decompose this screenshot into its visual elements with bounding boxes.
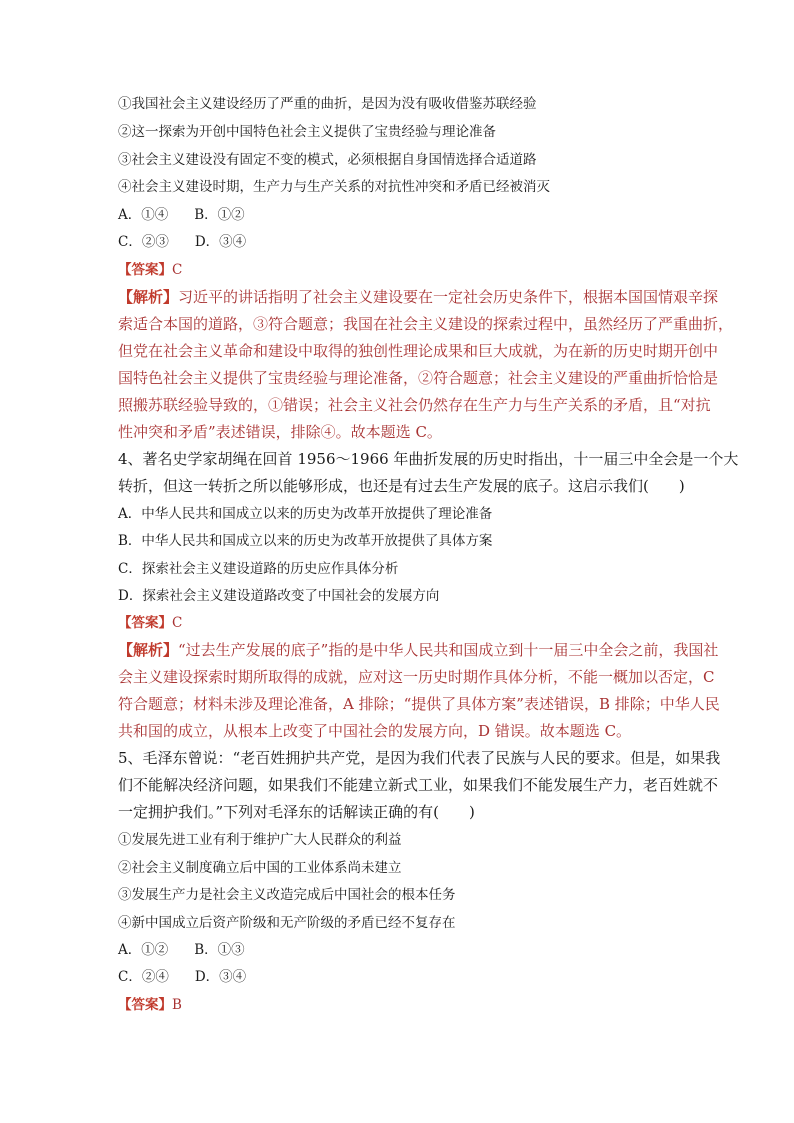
q4-analysis-line-3: 符合题意；材料未涉及理论准备，A 排除；“提供了具体方案”表述错误，B 排除；中华人民 xyxy=(118,695,720,713)
q5-answer-value: B xyxy=(172,997,182,1013)
q5-option-3: ③发展生产力是社会主义改造完成后中国社会的根本任务 xyxy=(118,887,456,903)
q3-analysis-text-1: 习近平的讲话指明了社会主义建设要在一定社会历史条件下，根据本国国情艰辛探 xyxy=(178,288,719,306)
q3-analysis-line-6: 性冲突和矛盾”表述错误，排除④。故本题选 C。 xyxy=(118,423,442,441)
q5-answer xyxy=(118,995,182,1015)
q3-choice-row-2 xyxy=(118,232,246,252)
q5-stem-line-3: 一定拥护我们。”下列对毛泽东的话解读正确的有( ) xyxy=(118,803,475,821)
q4-choice-d: D．探索社会主义建设道路改变了中国社会的发展方向 xyxy=(118,588,440,604)
q3-option-1: ①我国社会主义建设经历了严重的曲折，是因为没有吸收借鉴苏联经验 xyxy=(118,96,537,112)
q4-answer xyxy=(118,613,182,633)
q4-choice-c: C．探索社会主义建设道路的历史应作具体分析 xyxy=(118,561,399,577)
q5-choice-row-1 xyxy=(118,940,245,960)
q4-stem-line-2: 转折，但这一转折之所以能够形成，也还是有过去生产发展的底子。这启示我们( ) xyxy=(118,477,685,495)
q5-option-4: ④新中国成立后资产阶级和无产阶级的矛盾已经不复存在 xyxy=(118,915,456,931)
q4-answer-value: C xyxy=(172,615,183,631)
q3-analysis-line-1 xyxy=(118,287,718,307)
q5-stem-line-1: 5、毛泽东曾说：“老百姓拥护共产党，是因为我们代表了民族与人民的要求。但是，如果我 xyxy=(118,749,721,767)
q5-option-1: ①发展先进工业有利于维护广大人民群众的利益 xyxy=(118,832,402,848)
q3-option-4: ④社会主义建设时期，生产力与生产关系的对抗性冲突和矛盾已经被消灭 xyxy=(118,179,550,195)
q5-answer-tag: 【答案】 xyxy=(118,997,172,1013)
q5-choice-d: D．③④ xyxy=(194,969,247,985)
q4-analysis-tag: 【解析】 xyxy=(118,641,179,659)
q3-choice-b: B．①② xyxy=(194,207,245,223)
q3-choice-d: D．③④ xyxy=(194,234,247,250)
q3-analysis-tag: 【解析】 xyxy=(118,288,179,306)
q4-analysis-line-4: 共和国的成立，从根本上改变了中国社会的发展方向，D 错误。故本题选 C。 xyxy=(118,722,632,740)
q3-answer-value: C xyxy=(172,262,183,278)
q3-analysis-line-3: 但党在社会主义革命和建设中取得的独创性理论成果和巨大成就，为在新的历史时期开创中 xyxy=(118,342,719,360)
q3-option-2: ②这一探索为开创中国特色社会主义提供了宝贵经验与理论准备 xyxy=(118,124,496,140)
q3-choice-a: A．①④ xyxy=(118,207,169,223)
q4-analysis-line-2: 会主义建设探索时期所取得的成就，应对这一历史时期作具体分析，不能一概加以否定，C xyxy=(118,668,715,686)
q5-stem-line-2: 们不能解决经济问题，如果我们不能建立新式工业，如果我们不能发展生产力，老百姓就不 xyxy=(118,776,719,794)
q4-choice-a: A．中华人民共和国成立以来的历史为改革开放提供了理论准备 xyxy=(118,506,493,522)
q5-option-2: ②社会主义制度确立后中国的工业体系尚未建立 xyxy=(118,860,402,876)
q5-choice-c: C．②④ xyxy=(118,969,169,985)
q4-stem-line-1: 4、著名史学家胡绳在回首 1956～1966 年曲折发展的历史时指出，十一届三中全会是一个大 xyxy=(118,450,739,468)
q4-analysis-line-1 xyxy=(118,640,718,660)
q3-choice-c: C．②③ xyxy=(118,234,169,250)
q3-choice-row-1 xyxy=(118,205,245,225)
q5-choice-a: A．①② xyxy=(118,942,169,958)
q3-analysis-line-2: 索适合本国的道路，③符合题意；我国在社会主义建设的探索过程中，虽然经历了严重曲折， xyxy=(118,315,734,333)
q4-answer-tag: 【答案】 xyxy=(118,615,172,631)
q3-analysis-line-5: 照搬苏联经验导致的，①错误；社会主义社会仍然存在生产力与生产关系的矛盾，且“对抗 xyxy=(118,396,711,414)
q3-answer-tag: 【答案】 xyxy=(118,262,172,278)
q3-option-3: ③社会主义建设没有固定不变的模式，必须根据自身国情选择合适道路 xyxy=(118,152,537,168)
q4-choice-b: B．中华人民共和国成立以来的历史为改革开放提供了具体方案 xyxy=(118,533,493,549)
q3-answer xyxy=(118,260,182,280)
q4-analysis-text-1: “过去生产发展的底子”指的是中华人民共和国成立到十一届三中全会之前，我国社 xyxy=(178,641,719,659)
q3-analysis-line-4: 国特色社会主义提供了宝贵经验与理论准备，②符合题意；社会主义建设的严重曲折恰恰是 xyxy=(118,369,719,387)
q5-choice-row-2 xyxy=(118,967,246,987)
q5-choice-b: B．①③ xyxy=(194,942,245,958)
